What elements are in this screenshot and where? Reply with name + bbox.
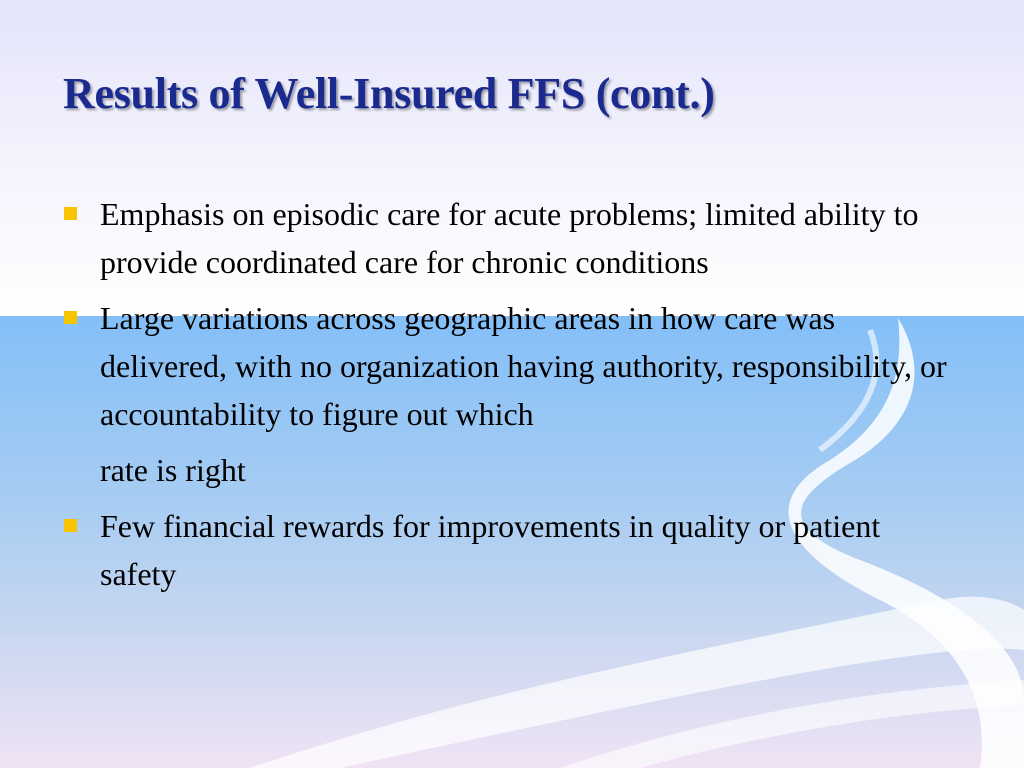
square-bullet-icon bbox=[64, 311, 77, 324]
bullet-text: Emphasis on episodic care for acute problems; limited ability to provide coordinated care for chronic conditions bbox=[100, 196, 919, 280]
bullet-text: Few financial rewards for improvements in quality or patient safety bbox=[100, 508, 881, 592]
bullet-list bbox=[62, 190, 962, 606]
bullet-continuation-text: rate is right bbox=[100, 452, 246, 488]
list-item bbox=[62, 294, 962, 494]
slide-title: Results of Well-Insured FFS (cont.) bbox=[63, 69, 715, 118]
square-bullet-icon bbox=[64, 207, 77, 220]
list-item bbox=[62, 502, 962, 598]
bullet-text: Large variations across geographic areas in how care was delivered, with no organization having authority, responsibility, or accountability to figure out which bbox=[100, 300, 947, 432]
square-bullet-icon bbox=[64, 519, 77, 532]
list-item bbox=[62, 190, 962, 286]
